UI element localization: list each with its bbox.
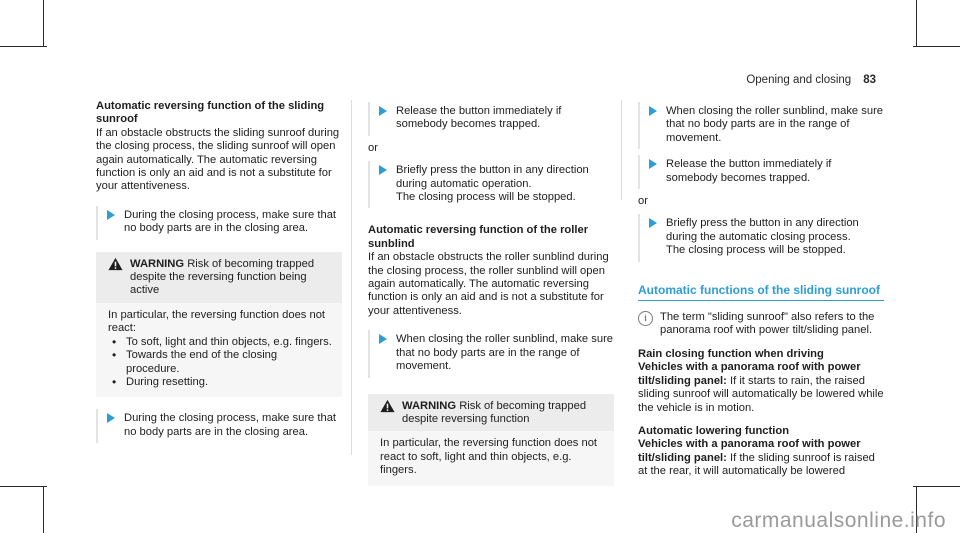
watermark: carmanualsonline.info: [731, 508, 946, 532]
step-text: During the closing process, make sure that no body parts are in the closing area.: [124, 208, 337, 235]
crop-mark: [0, 486, 47, 487]
warning-label: WARNING: [402, 399, 457, 412]
arrow-icon: [649, 159, 657, 169]
step-text: When closing the roller sunblind, make sure that no body parts are in the range of movement.: [396, 333, 614, 373]
arrow-icon: [379, 334, 387, 344]
warning-body-text: In particular, the reversing function does not react to soft, light and thin objects, e.g. fingers.: [380, 437, 598, 477]
or-separator: or: [638, 195, 648, 208]
step-text: When closing the roller sunblind, make sure that no body parts are in the range of movement.: [666, 105, 884, 144]
list-item: • During resetting.: [108, 376, 332, 389]
crop-mark: [913, 486, 960, 487]
instruction-step: [638, 102, 884, 149]
inline-heading: Vehicles with a panorama roof with power tilt/sliding panel:: [638, 438, 861, 464]
warning-header: [368, 394, 614, 432]
paragraph: If an obstacle obstructs the roller sunblind during the closing process, the roller sunblind will open again automatically. The automatic reversing function is only an aid and is not a substitute for your attentiveness.: [368, 251, 609, 317]
paragraph: [638, 438, 884, 478]
warning-header: [96, 252, 342, 303]
arrow-icon: [107, 210, 115, 220]
instruction-step: [368, 102, 614, 136]
crop-mark: [43, 0, 44, 47]
list-item: • Towards the end of the closing procedure.: [108, 349, 332, 376]
note: [638, 311, 884, 338]
crop-mark: [913, 46, 960, 47]
warning-label: WARNING: [130, 257, 185, 270]
warning-triangle-icon: [108, 257, 123, 271]
paragraph: If an obstacle obstructs the sliding sunroof during the closing process, the sliding sunroof will open again automatically. The automatic reversing function is only an aid and is not a substitute for your attentiveness.: [96, 126, 340, 193]
warning-box: [96, 252, 342, 398]
warning-box: [368, 394, 614, 486]
note-text: The term "sliding sunroof" also refers to the panorama roof with power tilt/sliding panel.: [660, 311, 875, 337]
arrow-icon: [107, 413, 115, 423]
instruction-step: [638, 155, 884, 189]
column-middle: [368, 100, 614, 486]
heading-sunroof-reversing: Automatic reversing function of the sliding sunroof: [96, 100, 325, 126]
instruction-step: [96, 409, 342, 443]
heading-sunblind-reversing: Automatic reversing function of the roller sunblind: [368, 224, 589, 250]
subheading: Rain closing function when driving: [638, 347, 824, 360]
step-result: The closing process will be stopped.: [396, 191, 576, 204]
instruction-step: [368, 161, 614, 208]
step-text: During the closing process, make sure that no body parts are in the closing area.: [124, 412, 337, 438]
arrow-icon: [379, 165, 387, 175]
crop-mark: [916, 0, 917, 47]
column-right: [638, 100, 884, 479]
arrow-icon: [649, 106, 657, 116]
step-text: Release the button immediately if somebody becomes trapped.: [396, 105, 562, 131]
warning-text: Risk of becoming trapped despite the reversing function being active: [130, 257, 315, 297]
inline-heading: Vehicles with a panorama roof with power tilt/sliding panel:: [638, 361, 861, 387]
instruction-step: [638, 214, 884, 261]
arrow-icon: [649, 218, 657, 228]
crop-mark: [43, 486, 44, 533]
warning-body: [368, 431, 614, 485]
step-result: The closing process will be stopped.: [666, 244, 846, 257]
section-title: Automatic functions of the sliding sunroof: [638, 284, 884, 301]
crop-mark: [0, 46, 47, 47]
header-title: Opening and closing: [746, 74, 852, 86]
paragraph-text: If it starts to rain, the raised sliding sunroof will automatically be lowered while the vehicle is in motion.: [638, 374, 884, 414]
list-item: • To soft, light and thin objects, e.g. fingers.: [108, 336, 332, 349]
page-number: 83: [863, 74, 876, 86]
subheading: Automatic lowering function: [638, 424, 790, 437]
warning-text: Risk of becoming trapped despite reversing function: [402, 399, 587, 425]
warning-intro: In particular, the reversing function does not react:: [108, 308, 326, 335]
instruction-step: [96, 206, 342, 240]
info-icon: i: [638, 311, 653, 326]
step-text: Briefly press the button in any direction during the automatic closing process.: [666, 217, 859, 243]
step-text: Briefly press the button in any direction during automatic operation.: [396, 164, 589, 190]
instruction-step: [368, 330, 614, 377]
column-divider: [621, 100, 622, 200]
column-left: [96, 100, 342, 443]
paragraph: [638, 361, 884, 415]
arrow-icon: [379, 106, 387, 116]
page-header: [746, 74, 876, 87]
bullet-list: [108, 336, 332, 390]
or-separator: or: [368, 141, 378, 154]
warning-body: [96, 303, 342, 397]
warning-triangle-icon: [380, 399, 395, 413]
column-divider: [351, 100, 352, 455]
paragraph-text: If the sliding sunroof is raised at the rear, it will automatically be lowered: [638, 451, 875, 478]
step-text: Release the button immediately if somebody becomes trapped.: [666, 158, 832, 184]
